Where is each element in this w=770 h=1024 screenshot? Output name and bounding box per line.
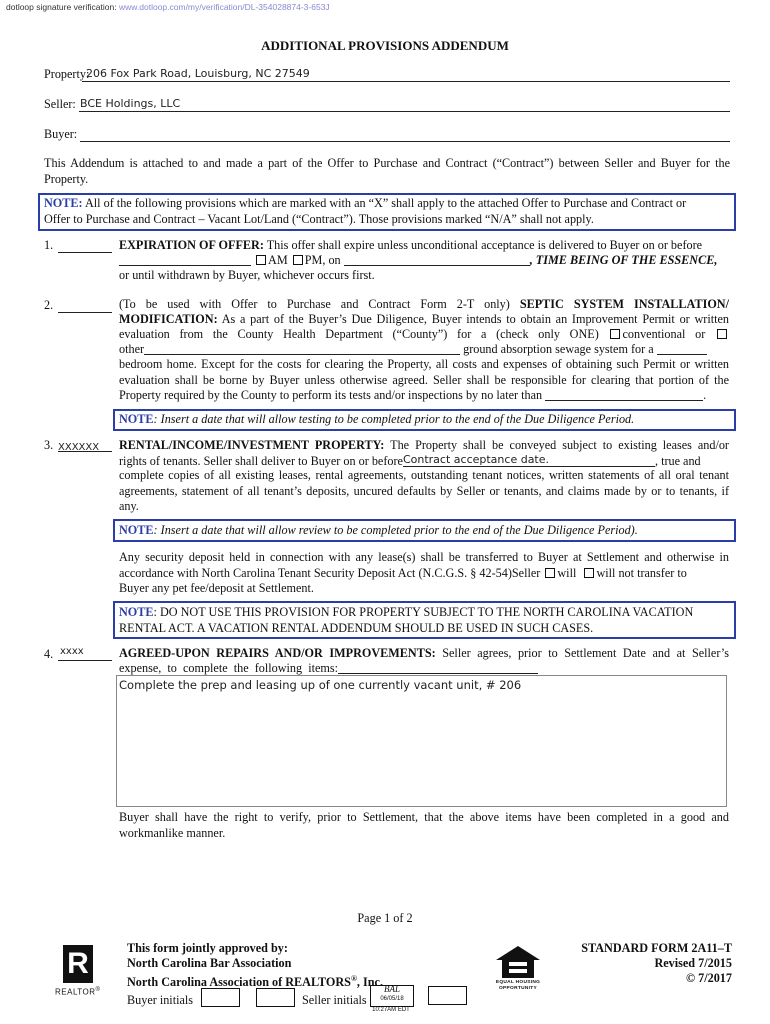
provision1-line1 [119, 238, 729, 254]
provision3-note-label: NOTE [119, 523, 154, 537]
provision3-line3: complete copies of all existing leases, rental agreements, outstanding tenant notices, written statements of all oral tenant [119, 468, 729, 482]
page-number: Page 1 of 2 [357, 911, 413, 925]
provision4-line2-text: expense, to complete the following items: [119, 661, 338, 675]
provision1-number: 1. [44, 238, 54, 252]
deposit-line2-text: accordance with North Carolina Tenant Security Deposit Act (N.C.G.S. § 42-54)Seller [119, 565, 541, 580]
seller-initials-box-1[interactable] [370, 985, 414, 1007]
buyer-initials-label: Buyer initials [127, 993, 194, 1007]
seller-initial-signature: BAL [383, 984, 400, 994]
provision2-heading-cont: MODIFICATION: [119, 312, 218, 326]
security-deposit-paragraph [119, 550, 729, 597]
seller-initial-time: 10:27AM EDT [372, 1007, 410, 1013]
vacation-note-line1: : DO NOT USE THIS PROVISION FOR PROPERTY SUBJECT TO THE NORTH CAROLINA VACATION [153, 605, 694, 619]
equal-housing-logo [494, 944, 542, 996]
verification-link[interactable]: www.dotloop.com/my/verification/DL-354028874-3-653J [118, 2, 330, 12]
provision2-line4 [119, 342, 729, 358]
provision4-line1-text: Seller agrees, prior to Settlement Date and at Seller’s [435, 646, 729, 660]
provision2-body [119, 357, 729, 404]
provision3-line1-text: The Property shall be conveyed subject to existing leases and/or [384, 438, 729, 452]
provision1-mark-field[interactable] [58, 238, 112, 253]
provision1-am-checkbox[interactable] [256, 255, 266, 265]
equal-housing-text [492, 980, 544, 992]
conventional-checkbox[interactable] [610, 329, 620, 339]
realtors-association [127, 971, 383, 991]
provision2-line6: evaluation shall be borne by Buyer unless otherwise agreed. Seller shall be responsible for clearing that portion of the [119, 372, 729, 387]
property-field[interactable] [82, 67, 730, 82]
note-line1: All of the following provisions which are marked with an “X” shall apply to the attached Offer to Purchase and Contract or [82, 196, 687, 210]
other-checkbox[interactable] [717, 329, 727, 339]
other-label: other [119, 342, 145, 356]
provision1-line3: or until withdrawn by Buyer, whichever occurs first. [119, 268, 375, 282]
provision3-line4: agreements, statement of all tenant’s deposits, uncured defaults by Seller or tenants, and claims made by or to tenants, if [119, 483, 729, 498]
verification-label: dotloop signature verification: [6, 2, 117, 12]
note-label: NOTE: [44, 196, 83, 210]
provision3-heading: RENTAL/INCOME/INVESTMENT PROPERTY: [119, 438, 385, 452]
page-title: ADDITIONAL PROVISIONS ADDENDUM [261, 38, 509, 53]
seller-initial-date: 06/05/18 [380, 996, 404, 1002]
provision2-line7: Property required by the County to perform its tests and/or inspections by no later than . [119, 388, 707, 403]
provision2-mark-field[interactable] [58, 298, 112, 313]
provision2-line2 [119, 312, 729, 328]
deposit-line3: Buyer any pet fee/deposit at Settlement. [119, 581, 314, 596]
buyer-initials-box-2[interactable] [256, 988, 295, 1007]
verify-line2: workmanlike manner. [119, 825, 226, 840]
note-main [44, 196, 728, 227]
realtors-name: North Carolina Association of REALTORS [127, 975, 351, 990]
lease-delivery-date-field[interactable] [403, 453, 655, 467]
provision1-heading: EXPIRATION OF OFFER: [119, 238, 264, 252]
realtor-logo-word: REALTOR [55, 987, 96, 997]
other-system-field[interactable] [144, 343, 460, 355]
deposit-line1: Any security deposit held in connection with any lease(s) shall be transferred to Buyer at Settlement and otherwise in [119, 550, 729, 564]
provision3-body [119, 468, 729, 515]
seller-initials-label: Seller initials [302, 993, 367, 1007]
provision2-line5: bedroom home. Except for the costs for clearing the Property, all costs and expenses of obtaining such Permit or written [119, 357, 729, 371]
provision3-line2-end: , true and [654, 454, 701, 468]
provision1-am-label: AM [268, 253, 288, 267]
deposit-line2 [119, 566, 729, 582]
provision4-number: 4. [44, 647, 54, 661]
buyer-initials-box-1[interactable] [201, 988, 240, 1007]
realtor-logo [55, 945, 101, 997]
note-line2: Offer to Purchase and Contract – Vacant Lot/Land (“Contract”). Those provisions marked “N/A” shall not apply. [44, 211, 594, 226]
repairs-items-box[interactable] [116, 675, 727, 807]
will-checkbox[interactable] [545, 568, 555, 578]
repairs-items-text: Complete the prep and leasing up of one currently vacant unit, # 206 [119, 678, 522, 692]
provision1-line2 [119, 253, 729, 269]
provision3-mark-field[interactable] [58, 437, 112, 452]
seller-label: Seller: [44, 97, 76, 111]
provision3-note [119, 523, 638, 539]
equal-housing-icon [494, 944, 542, 980]
form-name: STANDARD FORM 2A11–T [581, 941, 732, 955]
provision4-mark-field[interactable] [58, 646, 112, 661]
conventional-label: conventional or [622, 327, 706, 341]
provision3-line2-text: rights of tenants. Seller shall deliver to Buyer on or before [119, 454, 403, 468]
intro-paragraph: This Addendum is attached to and made a part of the Offer to Purchase and Contract (“Contract”) between Seller and Buyer for the Property. [44, 156, 730, 186]
provision2-note-text: : Insert a date that will allow testing to be completed prior to the end of the Due Diligence Period. [153, 412, 635, 426]
property-label: Property: [44, 67, 90, 81]
provision1-essence: , TIME BEING OF THE ESSENCE, [529, 253, 718, 267]
provision2-note-label: NOTE [119, 412, 154, 426]
will-not-checkbox[interactable] [584, 568, 594, 578]
provision2-note [119, 412, 634, 428]
provision2-line2-text: As a part of the Buyer’s Due Diligence, Buyer intends to obtain an Improvement Permit or written [217, 312, 729, 326]
dotloop-verification [6, 2, 330, 12]
buyer-label: Buyer: [44, 127, 78, 141]
provision2-line3 [119, 327, 729, 343]
will-not-label: will not transfer to [596, 565, 687, 580]
realtor-logo-reg: ® [95, 987, 101, 993]
copyright: © 7/2017 [685, 971, 732, 985]
verify-paragraph [119, 810, 729, 841]
provision2-line1 [119, 297, 729, 313]
provision2-number: 2. [44, 298, 54, 312]
bedroom-count-field[interactable] [657, 343, 707, 355]
testing-deadline-field[interactable] [545, 389, 703, 401]
provision1-pm-checkbox[interactable] [293, 255, 303, 265]
verify-line1: Buyer shall have the right to verify, prior to Settlement, that the above items have been completed in a good and [119, 810, 729, 824]
provision4-mark: xxxx [60, 646, 84, 657]
provision3-mark: XXXXXX [58, 442, 100, 453]
repairs-items-line [338, 662, 538, 674]
provision1-date-field[interactable] [344, 254, 530, 266]
provision4-heading: AGREED-UPON REPAIRS AND/OR IMPROVEMENTS: [119, 646, 436, 660]
provision2-line1-text: (To be used with Offer to Purchase and Contract Form 2-T only) [119, 297, 520, 311]
provision2-line7-text: Property required by the County to perform its tests and/or inspections by no later than [119, 388, 543, 403]
realtors-reg: ® [350, 974, 357, 983]
provision2-heading: SEPTIC SYSTEM INSTALLATION/ [519, 297, 729, 311]
provision1-pm-label: PM, on [304, 253, 341, 267]
equal-housing-text-2: OPPORTUNITY [499, 986, 537, 991]
seller-field[interactable] [79, 97, 730, 112]
property-value: 206 Fox Park Road, Louisburg, NC 27549 [86, 67, 310, 80]
seller-value: BCE Holdings, LLC [80, 97, 181, 110]
provision1-text: This offer shall expire unless unconditional acceptance is delivered to Buyer on or before [263, 238, 703, 252]
provision3-note-text: : Insert a date that will allow review to be completed prior to the end of the Due Diligence Period). [153, 523, 638, 537]
will-label: will [557, 565, 577, 580]
equal-housing-text-1: EQUAL HOUSING [495, 980, 541, 985]
provision3-number: 3. [44, 438, 54, 452]
provision3-line5: any. [119, 499, 139, 514]
realtors-inc: , Inc. [356, 975, 383, 990]
ground-absorption-text: ground absorption sewage system for a [463, 342, 654, 356]
provision2-line3-text: evaluation from the County Health Department (“County”) for a (check only ONE) [119, 327, 599, 341]
vacation-note-label: NOTE [119, 605, 154, 619]
realtor-r-icon: R [67, 947, 89, 980]
lease-delivery-date-value: Contract acceptance date. [402, 453, 550, 466]
approved-by: This form jointly approved by: [127, 941, 288, 955]
seller-initials-box-2[interactable] [428, 986, 467, 1005]
vacation-note-line2: RENTAL ACT. A VACATION RENTAL ADDENDUM SHOULD BE USED IN SUCH CASES. [119, 620, 594, 635]
realtor-logo-text [55, 987, 100, 997]
provision4-line1 [119, 646, 729, 662]
vacation-note [119, 605, 727, 636]
revised-date: Revised 7/2015 [654, 956, 732, 970]
provision1-time-field[interactable] [119, 254, 251, 266]
buyer-field[interactable] [80, 127, 730, 142]
bar-association: North Carolina Bar Association [127, 956, 292, 970]
